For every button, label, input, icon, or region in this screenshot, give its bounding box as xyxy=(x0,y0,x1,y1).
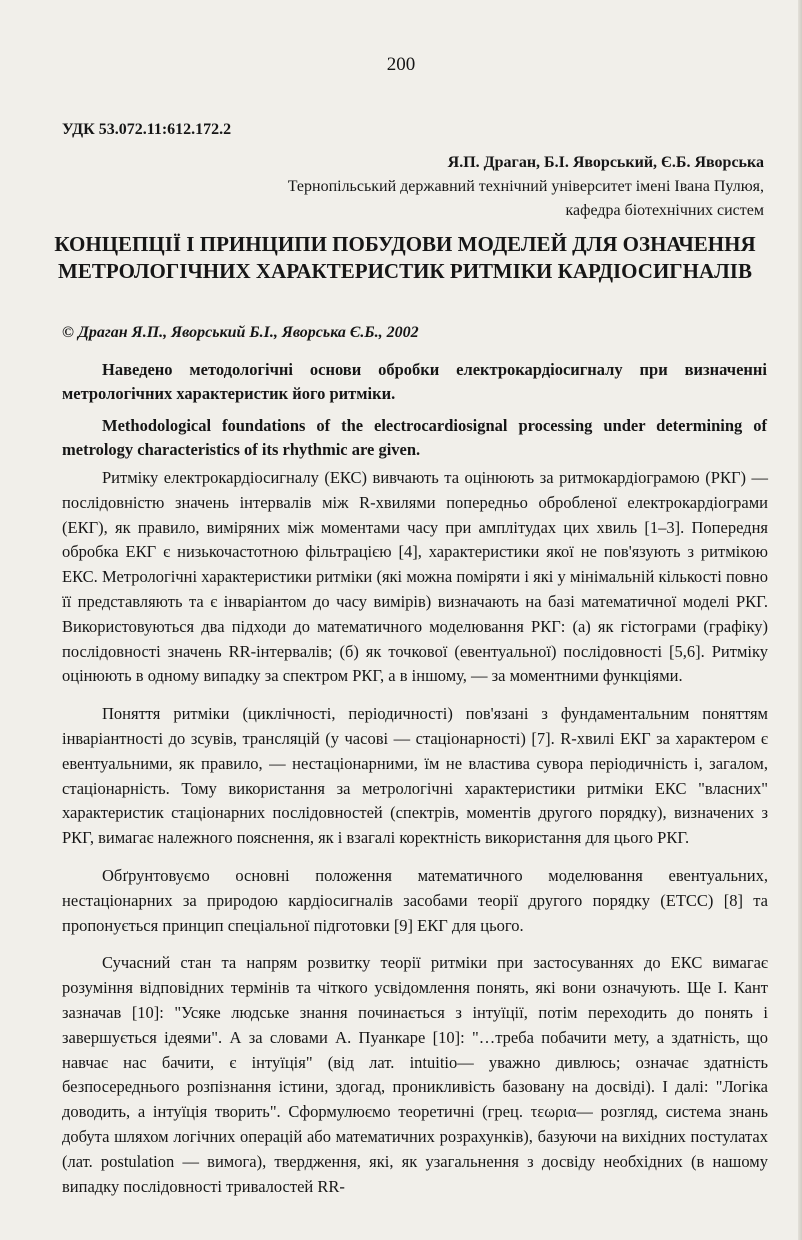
article-title: КОНЦЕПЦІЇ І ПРИНЦИПИ ПОБУДОВИ МОДЕЛЕЙ ДЛЯ ОЗНАЧЕННЯ МЕТРОЛОГІЧНИХ ХАРАКТЕРИСТИК РИТМІКИ КАРДІОСИГНАЛІВ xyxy=(54,232,756,283)
body-paragraph-1: Ритміку електрокардіосигналу (ЕКС) вивчають та оцінюють за ритмокардіограмою (РКГ) — послідовністю значень інтервалів між R-хвилями попередньо обробленої електрокардіограми (ЕКГ), як правило, виміряних між моментами часу при амплітудах цих хвиль [1–3]. Попередня обробка ЕКГ є низькочастотною фільтрацією [4], характеристики якої не пов'язують з ритмікою ЕКС. Метрологічні характеристики ритміки (які можна поміряти і які у мінімальній кількості повно її представляють та є інваріантом до часу вимірів) визначають на базі математичної моделі РКГ. Використовуються два підходи до математичного моделювання РКГ: (а) як гістограми (графіку) послідовності значень RR-інтервалів; (б) як точкової (евентуальної) послідовності [5,6]. Ритміку оцінюють в одному випадку за спектром РКГ, а в іншому, — за моментними функціями. xyxy=(62,468,768,686)
article-body xyxy=(62,466,768,1199)
abstract-english: Methodological foundations of the electrocardiosignal processing under determining of metrology characteristics of its rhythmic are given. xyxy=(62,416,767,459)
body-paragraph-3: Обґрунтовуємо основні положення математичного моделювання евентуальних, нестаціонарних за природою кардіосигналів засобами теорії другого порядку (ЕТСС) [8] та пропонується принцип спеціальної підготовки [9] ЕКГ для цього. xyxy=(62,865,768,935)
page-number: 200 xyxy=(386,54,416,75)
udk-code: УДК 53.072.11:612.172.2 xyxy=(62,121,232,138)
page-fold-shadow xyxy=(798,0,802,1240)
copyright-line: © Драган Я.П., Яворський Б.І., Яворська Є.Б., 2002 xyxy=(62,324,419,341)
affiliation-line-2: кафедра біотехнічних систем xyxy=(565,202,764,219)
body-paragraph-2: Поняття ритміки (циклічності, періодичності) пов'язані з фундаментальним поняттям інваріантності до зсувів, трансляцій (у часові — стаціонарності) [7]. R-хвилі ЕКГ за характером є евентуальними, як правило, — нестаціонарними, їм не властива сувора періодичність і, загалом, стаціонарність. Тому використання за метрологічні характеристики ритміки ЕКС "власних" характеристик стаціонарних послідовностей (спектрів, моментів другого порядку), визначених з РКГ, вимагає належного пояснення, як і взагалі коректність використання для цього РКГ. xyxy=(62,704,768,848)
affiliation-line-1: Тернопільський державний технічний університет імені Івана Пулюя, xyxy=(287,178,764,195)
abstract-ukrainian: Наведено методологічні основи обробки електрокардіосигналу при визначенні метрологічних характеристик його ритміки. xyxy=(62,360,767,403)
authors: Я.П. Драган, Б.І. Яворський, Є.Б. Яворська xyxy=(447,154,764,171)
body-paragraph-4: Сучасний стан та напрям розвитку теорії ритміки при застосуваннях до ЕКС вимагає розуміння відповідних термінів та чіткого усвідомлення понять, які вони означують. Ще І. Кант зазначав [10]: "Усяке людське знання починається з інтуїції, потім переходить до понять і завершується ідеями". А за словами А. Пуанкаре [10]: "…треба побачити мету, а здатність, що навчає нас бачити, є інтуїція" (від лат. intuitio— уважно дивлюсь; означає здатність безпосереднього розпізнання істини, здогад, проникливість базовану на досвіді). І далі: "Логіка доводить, а інтуїція творить". Сформулюємо теоретичні (грец. τεωρια— розгляд, система знань добута шляхом логічних операцій або математичних розрахунків), базуючи на вихідних постулатах (лат. postulation — вимога), твердження, які, як узагальнення з досвіду необхідних (в нашому випадку послідовності тривалостей RR- xyxy=(62,953,768,1196)
